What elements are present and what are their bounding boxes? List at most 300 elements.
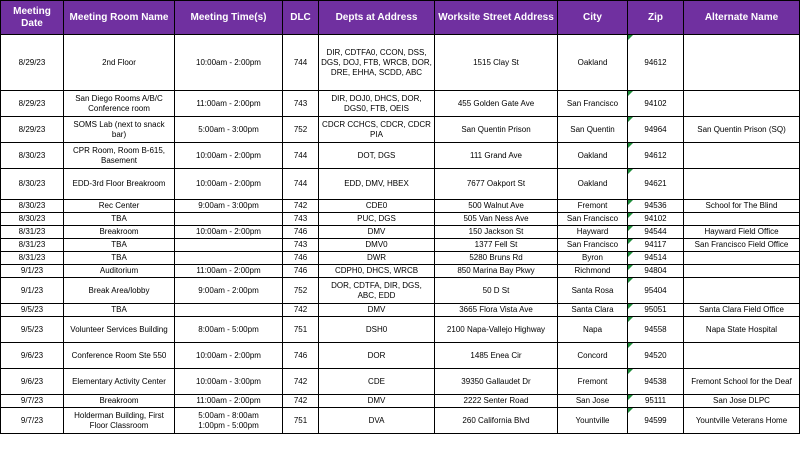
zip-marker-icon xyxy=(628,265,633,270)
meeting-time-text: 10:00am - 2:00pm xyxy=(196,179,261,188)
meeting-time-text: 10:00am - 3:00pm xyxy=(196,376,261,386)
city-text: Fremont xyxy=(577,201,608,210)
meeting-time-text: 5:00am - 8:00am 1:00pm - 5:00pm xyxy=(198,410,259,430)
meeting-date-text: 9/6/23 xyxy=(20,350,44,360)
meeting-date-text: 8/30/23 xyxy=(18,150,46,160)
zip-cell xyxy=(628,278,684,304)
alternate-name-cell xyxy=(684,278,800,304)
meeting-room-name-text: Break Area/lobby xyxy=(88,285,150,295)
meeting-date-cell xyxy=(1,200,64,213)
meeting-room-name-cell xyxy=(64,265,175,278)
worksite-street-address-cell xyxy=(435,343,558,369)
worksite-street-address-text: 39350 Gallaudet Dr xyxy=(461,376,531,386)
meeting-room-name-cell xyxy=(64,408,175,434)
meeting-time-cell xyxy=(175,91,283,117)
worksite-street-address-cell xyxy=(435,35,558,91)
zip-text: 94804 xyxy=(644,266,667,275)
depts-at-address-text: DMV xyxy=(367,396,386,405)
city-cell xyxy=(558,200,628,213)
alternate-name-text: Fremont School for the Deaf xyxy=(691,376,792,386)
alternate-name-cell xyxy=(684,91,800,117)
dlc-cell xyxy=(283,91,319,117)
depts-at-address-text: DOR xyxy=(367,350,386,360)
table-row xyxy=(1,226,800,239)
zip-cell xyxy=(628,317,684,343)
depts-at-address-cell xyxy=(319,91,435,117)
depts-at-address-text: EDD, DMV, HBEX xyxy=(344,179,409,188)
meeting-room-name-text: 2nd Floor xyxy=(102,57,136,67)
meeting-room-name-cell xyxy=(64,143,175,169)
worksite-street-address-text: 505 Van Ness Ave xyxy=(463,214,529,223)
meeting-room-name-text: Breakroom xyxy=(99,227,139,236)
worksite-street-address-text: 850 Marina Bay Pkwy xyxy=(457,266,535,275)
meeting-date-text: 8/31/23 xyxy=(18,253,46,262)
meeting-room-name-cell xyxy=(64,395,175,408)
depts-at-address-cell xyxy=(319,143,435,169)
depts-at-address-text: DIR, DOJ0, DHCS, DOR, DGS0, FTB, OEIS xyxy=(331,93,422,113)
table-row xyxy=(1,200,800,213)
meeting-date-cell xyxy=(1,252,64,265)
alternate-name-text: Yountville Veterans Home xyxy=(695,415,788,425)
worksite-street-address-text: 50 D St xyxy=(482,285,510,295)
meeting-time-cell xyxy=(175,304,283,317)
header-row xyxy=(1,1,800,35)
zip-cell xyxy=(628,91,684,117)
meeting-time-text: 5:00am - 3:00pm xyxy=(198,124,259,134)
worksite-street-address-text: San Quentin Prison xyxy=(461,124,531,134)
meeting-time-text: 10:00am - 2:00pm xyxy=(196,57,261,67)
city-text: Yountville xyxy=(575,415,610,425)
meeting-room-name-cell xyxy=(64,35,175,91)
worksite-street-address-text: 5280 Bruns Rd xyxy=(469,253,523,262)
alternate-name-text: Hayward Field Office xyxy=(704,227,779,236)
header-meeting-times: Meeting Time(s) xyxy=(175,1,283,35)
dlc-text: 742 xyxy=(293,376,308,386)
zip-cell xyxy=(628,252,684,265)
worksite-street-address-text: 150 Jackson St xyxy=(468,227,524,236)
meeting-date-text: 8/29/23 xyxy=(18,98,46,108)
depts-at-address-cell xyxy=(319,317,435,343)
worksite-street-address-cell xyxy=(435,200,558,213)
city-text: Hayward xyxy=(576,227,609,236)
zip-text: 94117 xyxy=(644,240,667,249)
meeting-date-cell xyxy=(1,278,64,304)
zip-cell xyxy=(628,395,684,408)
zip-text: 95111 xyxy=(644,396,667,405)
table-row xyxy=(1,304,800,317)
meeting-room-name-text: San Diego Rooms A/B/C Conference room xyxy=(75,93,163,113)
dlc-cell xyxy=(283,226,319,239)
zip-marker-icon xyxy=(628,213,633,218)
table-row xyxy=(1,91,800,117)
meeting-room-name-cell xyxy=(64,91,175,117)
zip-text: 94612 xyxy=(644,150,667,160)
meeting-time-cell xyxy=(175,169,283,200)
city-cell xyxy=(558,143,628,169)
meeting-time-text: 11:00am - 2:00pm xyxy=(196,266,261,275)
dlc-text: 742 xyxy=(293,305,308,314)
zip-marker-icon xyxy=(628,408,633,413)
worksite-street-address-cell xyxy=(435,239,558,252)
meeting-room-name-text: CPR Room, Room B-615, Basement xyxy=(72,145,166,165)
dlc-cell xyxy=(283,143,319,169)
depts-at-address-cell xyxy=(319,213,435,226)
zip-cell xyxy=(628,226,684,239)
zip-cell xyxy=(628,408,684,434)
header-dlc: DLC xyxy=(283,1,319,35)
zip-text: 94514 xyxy=(644,253,667,262)
meeting-date-cell xyxy=(1,265,64,278)
meeting-room-name-text: Elementary Activity Center xyxy=(72,376,166,386)
meeting-room-name-cell xyxy=(64,200,175,213)
worksite-street-address-cell xyxy=(435,117,558,143)
depts-at-address-text: DMV0 xyxy=(365,240,388,249)
city-text: San Francisco xyxy=(566,214,619,223)
table-row xyxy=(1,35,800,91)
dlc-cell xyxy=(283,200,319,213)
worksite-street-address-cell xyxy=(435,252,558,265)
zip-cell xyxy=(628,35,684,91)
meeting-date-text: 8/29/23 xyxy=(18,124,46,134)
zip-text: 94558 xyxy=(644,324,667,334)
meeting-room-name-text: Auditorium xyxy=(99,266,139,275)
zip-cell xyxy=(628,213,684,226)
meeting-date-cell xyxy=(1,343,64,369)
city-text: Oakland xyxy=(577,150,608,160)
meeting-room-name-cell xyxy=(64,239,175,252)
alternate-name-cell xyxy=(684,252,800,265)
meeting-time-cell xyxy=(175,278,283,304)
dlc-text: 746 xyxy=(293,266,308,275)
alternate-name-cell xyxy=(684,35,800,91)
alternate-name-cell xyxy=(684,143,800,169)
alternate-name-text: San Jose DLPC xyxy=(713,396,770,405)
city-cell xyxy=(558,91,628,117)
zip-text: 95404 xyxy=(644,285,667,295)
meeting-time-cell xyxy=(175,35,283,91)
meeting-date-text: 9/5/23 xyxy=(20,324,44,334)
depts-at-address-cell xyxy=(319,117,435,143)
meeting-date-text: 8/31/23 xyxy=(18,240,46,249)
zip-text: 94544 xyxy=(644,227,667,236)
dlc-text: 751 xyxy=(293,415,308,425)
zip-marker-icon xyxy=(628,143,633,148)
zip-marker-icon xyxy=(628,226,633,231)
worksite-street-address-text: 1377 Fell St xyxy=(474,240,518,249)
zip-marker-icon xyxy=(628,200,633,205)
meeting-time-text: 11:00am - 2:00pm xyxy=(196,98,261,108)
meeting-room-name-cell xyxy=(64,343,175,369)
meeting-room-name-cell xyxy=(64,169,175,200)
alternate-name-text: San Quentin Prison (SQ) xyxy=(697,124,786,134)
worksite-street-address-cell xyxy=(435,226,558,239)
dlc-cell xyxy=(283,169,319,200)
header-zip: Zip xyxy=(628,1,684,35)
alternate-name-cell xyxy=(684,317,800,343)
meeting-date-text: 8/29/23 xyxy=(18,57,46,67)
city-text: Concord xyxy=(577,350,608,360)
meeting-room-name-cell xyxy=(64,252,175,265)
meeting-room-name-text: Volunteer Services Building xyxy=(70,324,168,334)
meeting-room-name-text: EDD-3rd Floor Breakroom xyxy=(72,179,166,188)
zip-cell xyxy=(628,200,684,213)
worksite-street-address-cell xyxy=(435,278,558,304)
dlc-cell xyxy=(283,369,319,395)
worksite-street-address-cell xyxy=(435,369,558,395)
zip-text: 94102 xyxy=(644,214,667,223)
worksite-street-address-cell xyxy=(435,317,558,343)
city-text: Byron xyxy=(582,253,603,262)
meeting-date-text: 8/31/23 xyxy=(18,227,46,236)
dlc-text: 751 xyxy=(293,324,308,334)
meeting-room-name-text: TBA xyxy=(111,253,127,262)
zip-text: 94621 xyxy=(644,179,667,188)
depts-at-address-text: CDPH0, DHCS, WRCB xyxy=(334,266,419,275)
depts-at-address-cell xyxy=(319,395,435,408)
meeting-time-text: 10:00am - 2:00pm xyxy=(196,150,261,160)
depts-at-address-cell xyxy=(319,226,435,239)
header-alternate-name: Alternate Name xyxy=(684,1,800,35)
meeting-date-text: 9/7/23 xyxy=(20,415,44,425)
meeting-room-name-text: Holderman Building, First Floor Classroom xyxy=(74,410,164,430)
meeting-room-name-text: TBA xyxy=(111,240,127,249)
worksite-street-address-text: 3665 Flora Vista Ave xyxy=(459,305,533,314)
header-depts-at-address: Depts at Address xyxy=(319,1,435,35)
dlc-text: 746 xyxy=(293,350,308,360)
zip-marker-icon xyxy=(628,252,633,257)
meeting-date-cell xyxy=(1,213,64,226)
city-cell xyxy=(558,265,628,278)
zip-marker-icon xyxy=(628,117,633,122)
worksite-street-address-text: 1485 Enea Cir xyxy=(470,350,522,360)
city-cell xyxy=(558,317,628,343)
meeting-time-cell xyxy=(175,200,283,213)
city-cell xyxy=(558,226,628,239)
depts-at-address-text: DMV xyxy=(367,305,386,314)
depts-at-address-text: DSH0 xyxy=(365,324,388,334)
dlc-text: 744 xyxy=(293,57,308,67)
city-text: Napa xyxy=(582,324,603,334)
depts-at-address-text: CDCR CCHCS, CDCR, CDCR PIA xyxy=(322,119,431,139)
zip-text: 94599 xyxy=(644,415,667,425)
city-cell xyxy=(558,408,628,434)
depts-at-address-cell xyxy=(319,239,435,252)
dlc-cell xyxy=(283,395,319,408)
zip-text: 94536 xyxy=(644,201,667,210)
alternate-name-cell xyxy=(684,408,800,434)
zip-marker-icon xyxy=(628,369,633,374)
alternate-name-cell xyxy=(684,265,800,278)
city-cell xyxy=(558,369,628,395)
zip-cell xyxy=(628,265,684,278)
zip-cell xyxy=(628,369,684,395)
meeting-date-text: 9/5/23 xyxy=(20,305,44,314)
meeting-time-text: 10:00am - 2:00pm xyxy=(196,227,261,236)
dlc-cell xyxy=(283,213,319,226)
zip-cell xyxy=(628,304,684,317)
city-cell xyxy=(558,252,628,265)
meeting-room-name-text: SOMS Lab (next to snack bar) xyxy=(73,119,165,139)
table-row xyxy=(1,369,800,395)
dlc-text: 746 xyxy=(293,227,308,236)
dlc-cell xyxy=(283,117,319,143)
alternate-name-text: Santa Clara Field Office xyxy=(699,305,784,314)
depts-at-address-cell xyxy=(319,252,435,265)
dlc-text: 742 xyxy=(293,201,308,210)
table-row xyxy=(1,143,800,169)
dlc-text: 744 xyxy=(293,179,308,188)
meeting-date-cell xyxy=(1,117,64,143)
city-text: Fremont xyxy=(577,376,608,386)
depts-at-address-text: CDE xyxy=(368,376,385,386)
depts-at-address-cell xyxy=(319,369,435,395)
alternate-name-cell xyxy=(684,213,800,226)
zip-text: 94964 xyxy=(644,124,667,134)
city-text: San Jose xyxy=(575,396,610,405)
meeting-room-name-text: Breakroom xyxy=(99,396,139,405)
meeting-date-text: 8/30/23 xyxy=(18,179,46,188)
dlc-text: 752 xyxy=(293,124,308,134)
alternate-name-text: Napa State Hospital xyxy=(705,324,778,334)
zip-marker-icon xyxy=(628,239,633,244)
depts-at-address-text: DOR, CDTFA, DIR, DGS, ABC, EDD xyxy=(331,280,422,300)
worksite-street-address-text: 1515 Clay St xyxy=(473,57,519,67)
depts-at-address-cell xyxy=(319,278,435,304)
meeting-room-name-cell xyxy=(64,369,175,395)
meeting-time-cell xyxy=(175,317,283,343)
table-body xyxy=(1,35,800,434)
dlc-cell xyxy=(283,317,319,343)
dlc-cell xyxy=(283,265,319,278)
city-text: Richmond xyxy=(574,266,611,275)
city-cell xyxy=(558,304,628,317)
meeting-room-name-text: Rec Center xyxy=(98,201,140,210)
zip-cell xyxy=(628,143,684,169)
worksite-street-address-text: 260 California Blvd xyxy=(462,415,530,425)
dlc-cell xyxy=(283,239,319,252)
city-cell xyxy=(558,239,628,252)
meeting-date-cell xyxy=(1,317,64,343)
city-text: San Francisco xyxy=(566,98,619,108)
alternate-name-text: School for The Blind xyxy=(705,201,778,210)
dlc-cell xyxy=(283,408,319,434)
worksite-street-address-cell xyxy=(435,91,558,117)
zip-marker-icon xyxy=(628,278,633,283)
worksite-street-address-text: 2222 Senter Road xyxy=(463,396,529,405)
worksite-street-address-text: 7677 Oakport St xyxy=(466,179,526,188)
meeting-time-cell xyxy=(175,265,283,278)
city-text: Santa Rosa xyxy=(571,285,614,295)
meeting-room-name-text: TBA xyxy=(111,214,127,223)
city-text: Oakland xyxy=(577,179,608,188)
zip-marker-icon xyxy=(628,91,633,96)
meeting-time-text: 9:00am - 2:00pm xyxy=(198,285,259,295)
zip-text: 94612 xyxy=(644,57,667,67)
dlc-text: 743 xyxy=(293,240,308,249)
meeting-date-cell xyxy=(1,35,64,91)
depts-at-address-text: DMV xyxy=(367,227,386,236)
meeting-date-text: 9/1/23 xyxy=(20,266,44,275)
zip-marker-icon xyxy=(628,395,633,400)
header-meeting-room-name: Meeting Room Name xyxy=(64,1,175,35)
meeting-time-cell xyxy=(175,343,283,369)
meeting-time-cell xyxy=(175,226,283,239)
table-row xyxy=(1,169,800,200)
city-cell xyxy=(558,213,628,226)
city-cell xyxy=(558,395,628,408)
alternate-name-cell xyxy=(684,169,800,200)
meeting-date-cell xyxy=(1,91,64,117)
meeting-time-cell xyxy=(175,395,283,408)
city-text: San Quentin xyxy=(570,124,615,134)
meeting-time-cell xyxy=(175,408,283,434)
city-cell xyxy=(558,343,628,369)
alternate-name-cell xyxy=(684,239,800,252)
meeting-date-text: 9/1/23 xyxy=(20,285,44,295)
alternate-name-cell xyxy=(684,304,800,317)
meeting-room-name-cell xyxy=(64,213,175,226)
alternate-name-cell xyxy=(684,369,800,395)
depts-at-address-cell xyxy=(319,35,435,91)
dlc-text: 744 xyxy=(293,150,308,160)
worksite-street-address-text: 111 Grand Ave xyxy=(469,150,523,160)
zip-marker-icon xyxy=(628,169,633,174)
city-cell xyxy=(558,35,628,91)
meeting-room-name-text: Conference Room Ste 550 xyxy=(71,350,167,360)
meeting-time-cell xyxy=(175,239,283,252)
meeting-date-text: 8/30/23 xyxy=(18,214,46,223)
meeting-time-cell xyxy=(175,143,283,169)
city-text: San Francisco xyxy=(566,240,619,249)
zip-marker-icon xyxy=(628,304,633,309)
meeting-time-cell xyxy=(175,369,283,395)
table-row xyxy=(1,343,800,369)
table-row xyxy=(1,239,800,252)
depts-at-address-text: DVA xyxy=(368,415,385,425)
dlc-cell xyxy=(283,343,319,369)
depts-at-address-cell xyxy=(319,408,435,434)
meeting-room-name-cell xyxy=(64,226,175,239)
meeting-time-text: 9:00am - 3:00pm xyxy=(198,201,259,210)
worksite-street-address-cell xyxy=(435,395,558,408)
zip-cell xyxy=(628,343,684,369)
zip-cell xyxy=(628,117,684,143)
meeting-room-name-cell xyxy=(64,278,175,304)
meeting-time-cell xyxy=(175,213,283,226)
alternate-name-cell xyxy=(684,200,800,213)
dlc-text: 746 xyxy=(293,253,308,262)
worksite-street-address-cell xyxy=(435,169,558,200)
depts-at-address-text: CDE0 xyxy=(365,201,388,210)
meeting-time-text: 11:00am - 2:00pm xyxy=(196,396,261,405)
city-cell xyxy=(558,169,628,200)
zip-text: 94102 xyxy=(644,98,667,108)
dlc-cell xyxy=(283,35,319,91)
dlc-text: 752 xyxy=(293,285,308,295)
table-row xyxy=(1,408,800,434)
meeting-room-name-cell xyxy=(64,317,175,343)
table-row xyxy=(1,395,800,408)
zip-cell xyxy=(628,169,684,200)
meeting-room-name-cell xyxy=(64,117,175,143)
meeting-room-name-text: TBA xyxy=(111,305,127,314)
table-row xyxy=(1,265,800,278)
zip-cell xyxy=(628,239,684,252)
worksite-street-address-cell xyxy=(435,213,558,226)
meeting-date-cell xyxy=(1,369,64,395)
dlc-cell xyxy=(283,304,319,317)
depts-at-address-cell xyxy=(319,343,435,369)
